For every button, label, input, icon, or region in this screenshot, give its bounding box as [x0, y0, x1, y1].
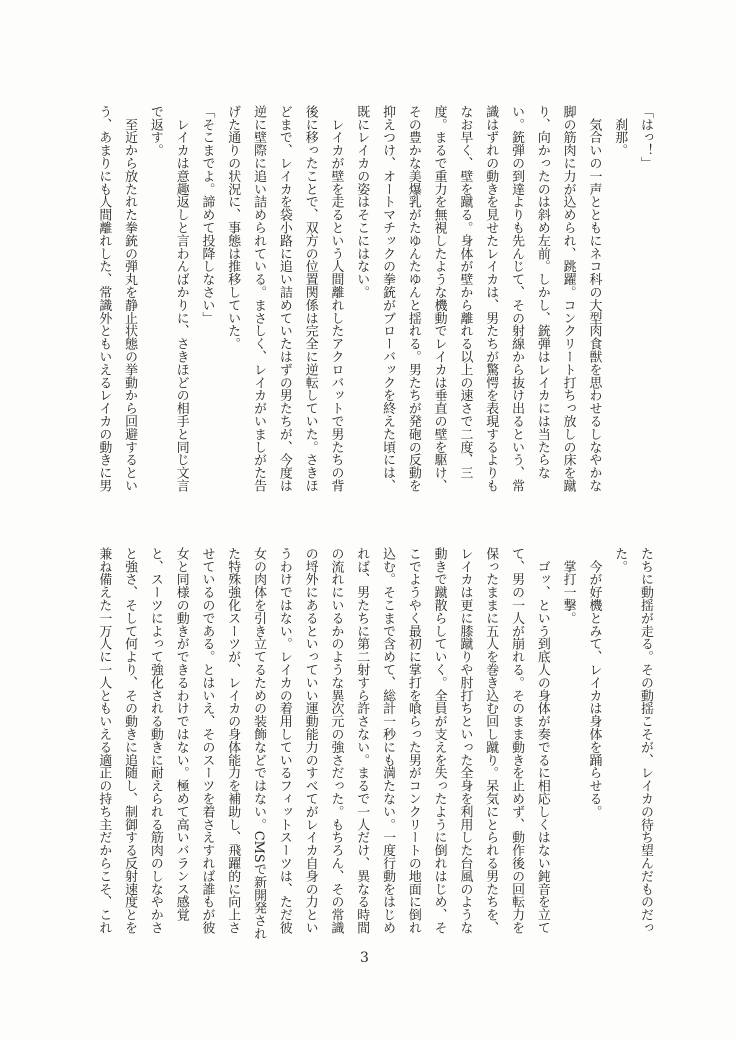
text-column: と、スーツによって強化される動きに耐えられる筋肉のしなやかさ: [147, 547, 163, 934]
text-column: 既にレイカの姿はそこにはない。: [354, 105, 370, 299]
text-column: と強さ、そして何より、その動きに追随し、制御する反射速度とを: [122, 547, 138, 934]
text-column: 掌打一撃。: [560, 547, 576, 625]
text-column: レイカは意趣返しと言わんばかりに、さきほどの相手と同じ文言: [173, 105, 189, 492]
text-column: なお早く、壁を蹴る。身体が壁から離れる以上の速さで二度、三: [457, 105, 473, 480]
text-column: こでようやく最初に掌打を喰らった男がコンクリートの地面に倒れ: [405, 547, 421, 934]
text-column: 気合いの一声とともにネコ科の大型肉食獣を思わせるしなやかな: [586, 105, 602, 492]
text-column: 識はずれの動きを見せたレイカは、男たちが驚愕を表現するよりも: [483, 105, 499, 492]
text-column: た。: [612, 547, 628, 573]
text-column: 脚の筋肉に力が込められ、跳躍。コンクリート打ちっ放しの床を蹴: [560, 105, 576, 492]
text-column: どまで、レイカを袋小路に追い詰めていたはずの男たちが、今度は: [276, 105, 292, 492]
text-column: 女と同様の動きができるわけではない。極めて高いバランス感覚: [173, 547, 189, 922]
text-column: 至近から放たれた拳銃の弾丸を静止状態の挙動から回避するとい: [122, 105, 138, 492]
text-column: り、向かったのは斜め左前。しかし、銃弾はレイカには当たらな: [534, 105, 550, 480]
text-column: 動きで蹴散らしていく。全員が支えを失ったように倒れはじめ、そ: [431, 547, 447, 934]
text-column: うわけではない。レイカの着用しているフィットスーツは、ただ彼: [276, 547, 292, 934]
text-column: ゴッ、という到底人の身体が奏でるに相応しくはない鈍音を立て: [534, 547, 550, 934]
text-column: う、あまりにも人間離れした、常識外ともいえるレイカの動きに男: [96, 105, 112, 492]
text-column: 込む。そこまで含めて、総計一秒にも満たない。一度行動をはじめ: [380, 547, 396, 934]
text-column: た特殊強化スーツが、レイカの身体能力を補助し、飛躍的に向上さ: [225, 547, 241, 934]
text-column: で返す。: [147, 105, 163, 157]
text-column: レイカは更に膝蹴りや肘打ちといった全身を利用した台風のような: [457, 547, 473, 934]
text-column: 抑えつけ、オートマチックの拳銃がブローバックを終えた頃には、: [380, 105, 396, 492]
text-column: たちに動揺が走る。その動揺こそが、レイカの待ち望んだものだっ: [638, 547, 653, 934]
text-column: 保ったままに五人を巻き込む回し蹴り。呆気にとられる男たちを、: [483, 547, 499, 934]
text-column: 逆に壁際に追い詰められている。まさしく、レイカがいましがた告: [251, 105, 267, 492]
text-column: 「はっ！」: [638, 105, 653, 170]
text-column: 後に移ったことで、双方の位置関係は完全に逆転していた。さきほ: [302, 105, 318, 492]
text-column: せているのである。とはいえ、そのスーツを着さえすれば誰もが彼: [199, 547, 215, 934]
text-column: の埒外にあるといっていい運動能力のすべてがレイカ自身の力とい: [302, 547, 318, 934]
text-column: レイカが壁を走るという人間離れしたアクロバットで男たちの背: [328, 105, 344, 492]
text-column: 今が好機とみて、レイカは身体を踊らせる。: [586, 547, 602, 818]
text-column: 女の肉体を引き立てるための装飾などではない。CMSで新開発され: [251, 547, 267, 941]
text-section-bottom: [90, 547, 658, 941]
page-number: 3: [360, 950, 369, 966]
text-column: その豊かな美爆乳がたゆんたゆんと揺れる。男たちが発砲の反動を: [405, 105, 421, 492]
text-column: て、男の一人が崩れる。そのまま動きを止めず、動作後の回転力を: [509, 547, 525, 934]
text-column: 度。まるで重力を無視したような機動でレイカは垂直の壁を駆け、: [431, 105, 447, 492]
text-column: 兼ね備えた一万人に一人ともいえる適正の持ち主だからこそ、これ: [96, 547, 112, 934]
text-column: げた通りの状況に、事態は推移していた。: [225, 105, 241, 351]
text-column: 刹那。: [612, 105, 628, 157]
text-column: い。銃弾の到達よりも先んじて、その射線から抜け出るという、常: [509, 105, 525, 492]
text-column: の流れにいるかのような異次元の強さだった。もちろん、その常識: [328, 547, 344, 934]
text-column: 「そこまでよ。諦めて投降しなさい」: [199, 105, 215, 325]
text-column: れば、男たちに第二射すら許さない。まるで一人だけ、異なる時間: [354, 547, 370, 934]
text-section-top: [90, 105, 658, 493]
